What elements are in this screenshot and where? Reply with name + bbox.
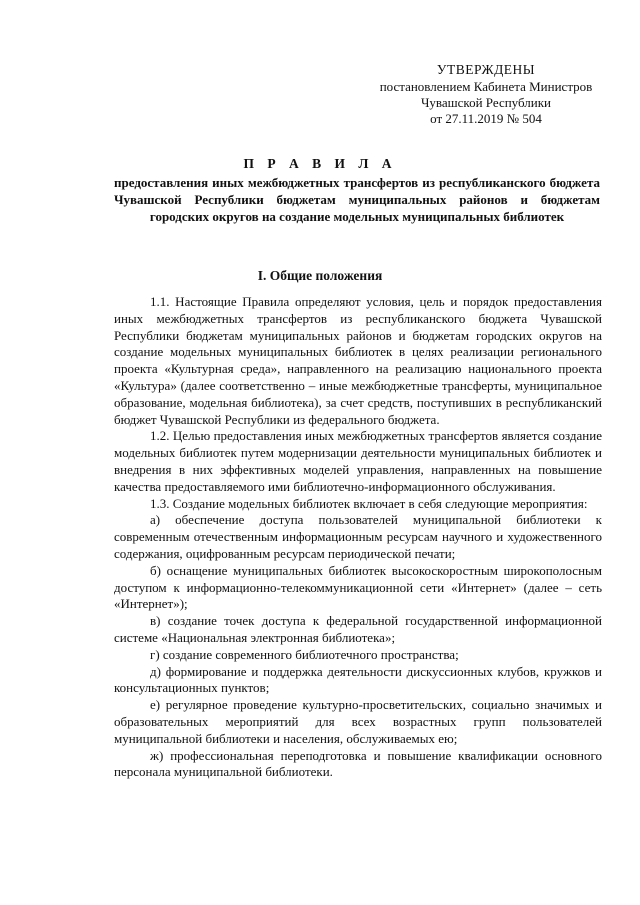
list-item-a: а) обеспечение доступа пользователей муниципальной библиотеки к современным отечественным информационным ресурсам научного и художественного содержания, оцифрованным ресурсам периодической печати; [114, 512, 602, 561]
list-item-v: в) создание точек доступа к федеральной государственной информационной системе «Национальная электронная библиотека»; [114, 613, 602, 645]
paragraph-1-1: 1.1. Настоящие Правила определяют условия, цель и порядок предоставления иных межбюджетных трансфертов из республиканского бюджета Чувашской Республики бюджетам муниципальных районов и бюджетам городских округов на создание модельных муниципальных библиотек в целях реализации регионального проекта «Культурная среда», направленного на реализацию национального проекта «Культура» (далее соответственно – иные межбюджетные трансферты, муниципальное образование, модельная библиотека), за счет средств, поступивших в республиканский бюджет Чувашской Республики из федерального бюджета. [114, 294, 602, 427]
list-item-zh: ж) профессиональная переподготовка и повышение квалификации основного персонала муниципальной библиотеки. [114, 747, 602, 780]
list-item-b: б) оснащение муниципальных библиотек высокоскоростным широкополосным доступом к информационно-телекоммуникационной сети «Интернет» (далее – сеть «Интернет»); [114, 562, 602, 612]
document-subtitle: предоставления иных межбюджетных трансфертов из республиканского бюджета Чувашской Республики бюджетам муниципальных районов и бюджетам городских округов на создание модельных муниципальных библиотек [114, 175, 600, 224]
approval-stamp [356, 62, 616, 127]
section-heading: I. Общие положения [257, 268, 383, 283]
approval-line-1: постановлением Кабинета Министров [379, 79, 593, 94]
approval-title: УТВЕРЖДЕНЫ [436, 62, 536, 77]
list-item-e: е) регулярное проведение культурно-просветительских, социально значимых и образовательных мероприятий для всех возрастных групп пользователей муниципальной библиотеки и населения, обслуживаемых ею; [114, 697, 602, 746]
section-body [114, 294, 602, 781]
paragraph-1-3: 1.3. Создание модельных библиотек включает в себя следующие мероприятия: [150, 495, 588, 511]
paragraph-1-2: 1.2. Целью предоставления иных межбюджетных трансфертов является создание модельных библиотек путем модернизации деятельности муниципальных библиотек и внедрения в них эффективных моделей управления, направленных на повышение качества предоставляемого ими библиотечно-информационного обслуживания. [114, 428, 602, 494]
approval-line-2: Чувашской Республики [420, 95, 552, 110]
list-item-d: д) формирование и поддержка деятельности дискуссионных клубов, кружков и консультационных пунктов; [114, 663, 602, 696]
approval-line-3: от 27.11.2019 № 504 [430, 111, 542, 126]
list-item-g: г) создание современного библиотечного пространства; [150, 646, 459, 662]
document-title: П Р А В И Л А [243, 156, 397, 171]
